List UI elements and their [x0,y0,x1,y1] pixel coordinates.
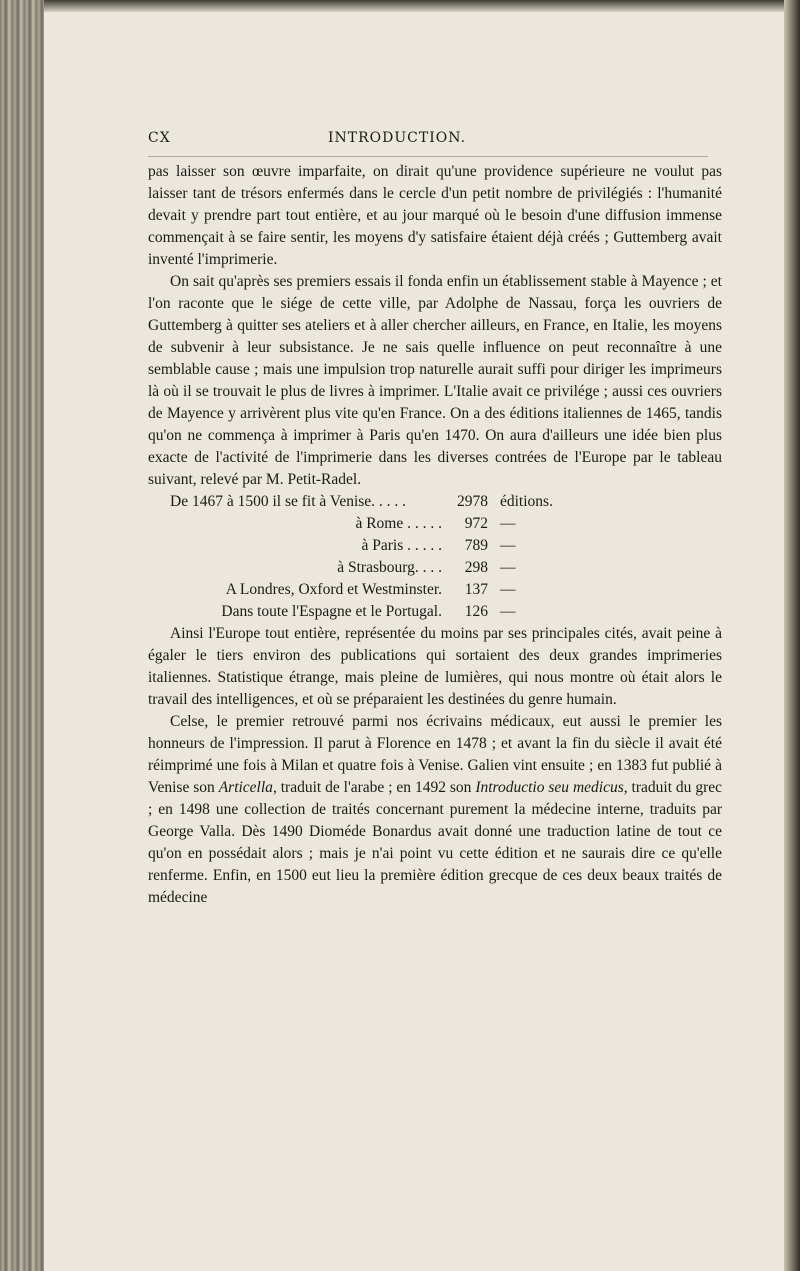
body-text [148,161,722,909]
stat-label: De 1467 à 1500 il se fit à Venise. . . . . [170,493,407,510]
page-edge [784,0,800,1271]
text-run: , traduit de l'arabe ; en 1492 son [272,779,476,796]
stat-unit: — [500,603,516,620]
stat-unit: — [500,537,516,554]
text-run: Celse, le premier retrouvé parmi nos écrivains médicaux, eut aussi le premier les honneurs de l'impression. Il parut à Florence en 1478 ; et avant la fin du siècle il avait été réimprimé une fois à Milan et quatre fois à Venise. Galien vint ensuite ; en 1383 fut publié à Venise son [148,713,722,796]
book-gutter [0,0,44,1271]
book-title: Articella [218,779,273,796]
stat-label: Dans toute l'Espagne et le Portugal. [221,603,442,620]
stat-row [148,579,722,601]
stat-label: A Londres, Oxford et Westminster. [225,581,442,598]
stat-count: 2978 [457,493,488,510]
paragraph: pas laisser son œuvre imparfaite, on dirait qu'une providence supérieure ne voulut pas laisser tant de trésors enfermés dans le cercle d'un petit nombre de privilégiés : l'humanité devait y prendre part tout entière, et au jour marqué où le besoin d'une diffusion immense commençait à se faire sentir, les moyens d'y satisfaire étaient déjà créés ; Guttemberg avait inventé l'imprimerie. [148,163,722,268]
running-head [148,130,708,154]
paragraph: On sait qu'après ses premiers essais il fonda enfin un établissement stable à Mayence ; et l'on raconte que le siége de cette ville, par Adolphe de Nassau, força les ouvriers de Guttemberg à quitter ses ateliers et à aller chercher ailleurs, en France, en Italie, les moyens de subvenir à leur subsistance. Je ne sais quelle influence on peut reconnaître à une semblable cause ; mais une impulsion trop naturelle aurait suffi pour diriger les imprimeurs là où il se trouvait le plus de livres à imprimer. L'Italie avait ce privilége ; aussi ces ouvriers de Mayence y arrivèrent plus vite qu'en France. On a des éditions italiennes de 1465, tandis qu'on ne commença à imprimer à Paris qu'en 1470. On aura d'ailleurs une idée bien plus exacte de l'activité de l'imprimerie dans les diverses contrées de l'Europe par le tableau suivant, relevé par M. Petit-Radel. [148,273,722,488]
stat-label: à Rome . . . . . [355,515,442,532]
paragraph: Ainsi l'Europe tout entière, représentée du moins par ses principales cités, avait peine à égaler le tiers environ des publications qui sortaient des deux grandes imprimeries italiennes. Statistique étrange, mais pleine de lumières, qui nous montre où était alors le travail des intelligences, et où se préparaient les destinées du genre humain. [148,625,722,708]
stat-count: 137 [464,581,488,598]
stat-row [148,491,722,513]
header-rule [148,156,708,157]
stat-count: 126 [464,603,488,620]
stat-unit: — [500,581,516,598]
stat-row [148,557,722,579]
header-title: INTRODUCTION. [328,130,467,146]
stat-row [148,601,722,623]
text-run: , traduit du grec ; en 1498 une collection de traités concernant purement la médecine interne, traduits par George Valla. Dès 1490 Dioméde Bonardus avait donné une traduction latine de tout ce qu'on en possédait alors ; mais je n'ai point vu cette édition et ne saurais dire ce qu'elle renferme. Enfin, en 1500 eut lieu la première édition grecque de ces deux beaux traités de médecine [148,779,723,906]
stat-label: à Strasbourg. . . . [337,559,442,576]
paragraph [148,711,722,909]
page-number: CX [148,130,171,146]
statistics-table [148,491,722,623]
stat-row [148,513,722,535]
stat-row [148,535,722,557]
stat-unit: — [500,515,516,532]
stat-count: 298 [464,559,488,576]
stat-label: à Paris . . . . . [361,537,442,554]
stat-count: 789 [464,537,488,554]
stat-count: 972 [464,515,488,532]
stat-unit: — [500,559,516,576]
top-shadow [44,0,784,12]
book-title: Introductio seu medicus [475,779,624,796]
stat-unit: éditions. [500,493,553,510]
